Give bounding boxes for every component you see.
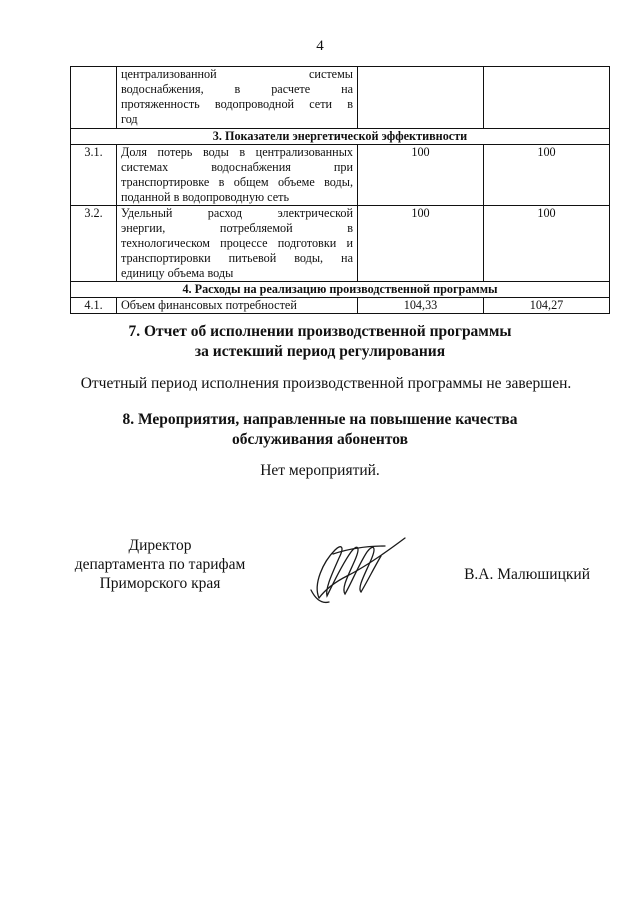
value-cell: 100 <box>358 206 484 282</box>
program-indicators-table <box>70 66 610 314</box>
table-row <box>71 67 610 129</box>
name-line: транспортировке в общем объеме воды, <box>121 175 353 189</box>
table-row <box>71 145 610 206</box>
value-cell: 104,33 <box>358 298 484 314</box>
section-7-title <box>0 322 640 362</box>
section-row <box>71 282 610 298</box>
name-line: технологическом процессе подготовки и <box>121 236 353 250</box>
value-cell: 100 <box>358 145 484 206</box>
section-4-heading: 4. Расходы на реализацию производственной программы <box>71 282 610 298</box>
section-8-text: Нет мероприятий. <box>260 462 380 479</box>
name-line: год <box>121 112 138 126</box>
section-3-heading: 3. Показатели энергетической эффективности <box>71 129 610 145</box>
section-row <box>71 129 610 145</box>
indicator-name-cell <box>117 145 358 206</box>
name-line: транспортировки питьевой воды, на <box>121 251 353 265</box>
value-cell: 100 <box>484 206 610 282</box>
row-number-cell: 3.2. <box>71 206 117 282</box>
signatory-title-line: Приморского края <box>99 575 221 592</box>
signatory-name: В.А. Малюшицкий <box>464 566 590 583</box>
row-number-cell: 3.1. <box>71 145 117 206</box>
indicator-name-cell <box>117 67 358 129</box>
name-line: энергии, потребляемой в <box>121 221 353 235</box>
table-row <box>71 298 610 314</box>
table-row <box>71 206 610 282</box>
name-line: протяженность водопроводной сети в <box>121 97 353 111</box>
name-line: поданной в водопроводную сеть <box>121 190 290 204</box>
section-8-title-line: обслуживания абонентов <box>232 431 408 448</box>
handwritten-signature <box>305 532 415 607</box>
indicator-name-cell <box>117 298 358 314</box>
value-cell: 100 <box>484 145 610 206</box>
name-line: системах водоснабжения при <box>121 160 353 174</box>
page-number: 4 <box>316 38 324 54</box>
value-cell: 104,27 <box>484 298 610 314</box>
row-number-cell <box>71 67 117 129</box>
value-cell <box>358 67 484 129</box>
row-number-cell: 4.1. <box>71 298 117 314</box>
name-line: Объем финансовых потребностей <box>121 298 297 312</box>
signatory-title-line: Директор <box>128 537 192 554</box>
indicator-name-cell <box>117 206 358 282</box>
name-line: Доля потерь воды в централизованных <box>121 145 353 159</box>
section-7-title-line: за истекший период регулирования <box>194 343 446 360</box>
name-line: единицу объема воды <box>121 266 234 280</box>
section-7-text: Отчетный период исполнения производственной программы не завершен. <box>80 375 572 392</box>
section-7-title-line: 7. Отчет об исполнении производственной программы <box>128 323 512 340</box>
section-8-title-line: 8. Мероприятия, направленные на повышение качества <box>122 411 518 428</box>
signatory-title-line: департамента по тарифам <box>74 556 246 573</box>
signatory-title <box>60 536 260 593</box>
name-line: Удельный расход электрической <box>121 206 353 220</box>
name-line: централизованной системы <box>121 67 353 81</box>
section-8-title <box>0 410 640 450</box>
value-cell <box>484 67 610 129</box>
name-line: водоснабжения, в расчете на <box>121 82 353 96</box>
